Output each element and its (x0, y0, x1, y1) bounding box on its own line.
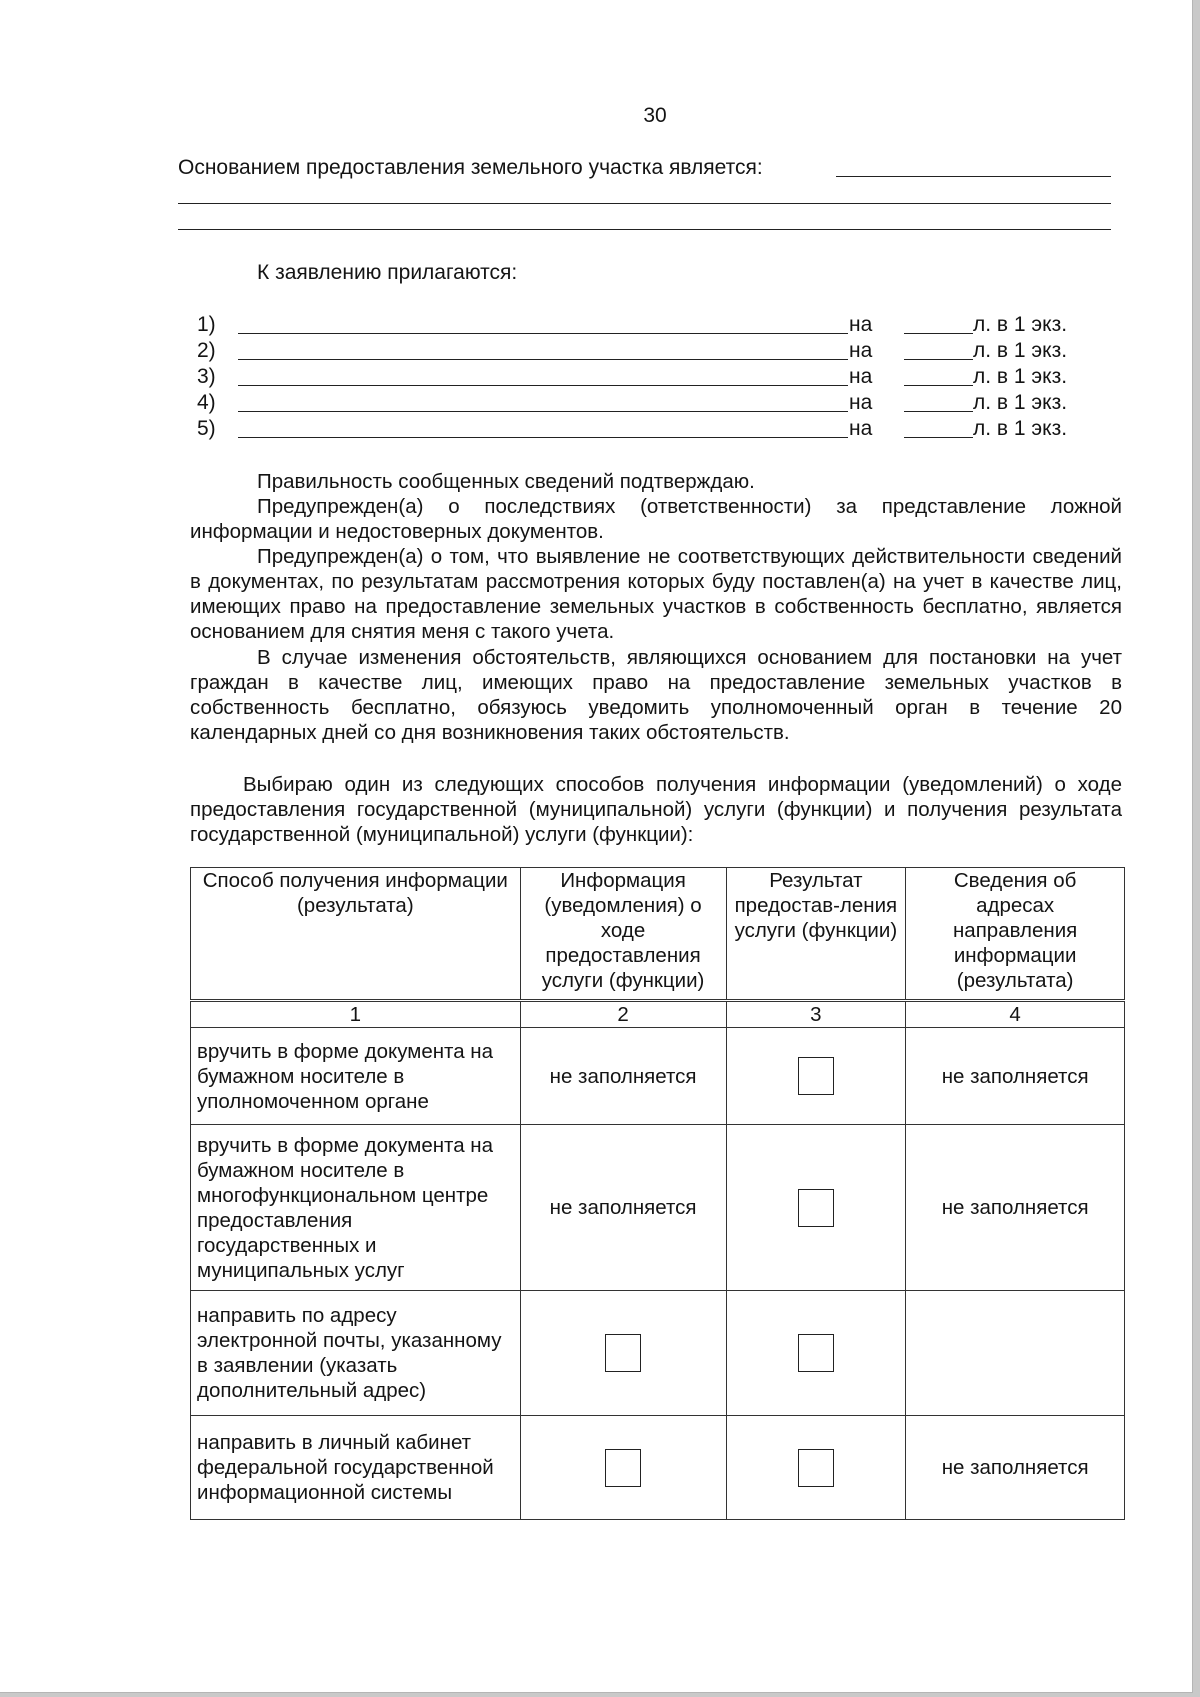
attachment-number: 1) (197, 313, 216, 336)
column-numbers-row (191, 1001, 1125, 1028)
address-cell: не заполняется (906, 1125, 1125, 1291)
basis-fill-line-2[interactable] (178, 203, 1111, 204)
address-cell: не заполняется (906, 1028, 1125, 1125)
attachment-sheets-line[interactable] (904, 333, 973, 334)
address-cell: не заполняется (906, 1416, 1125, 1520)
table-row (191, 1125, 1125, 1291)
attachment-copies-label: л. в 1 экз. (973, 391, 1068, 414)
info-cell: не заполняется (520, 1125, 726, 1291)
header-result: Результат предостав-ления услуги (функции) (726, 868, 906, 1001)
column-number: 3 (726, 1001, 906, 1028)
column-number: 4 (906, 1001, 1125, 1028)
attachment-number: 5) (197, 417, 216, 440)
attachment-na-label: на (849, 417, 873, 440)
basis-fill-line[interactable] (836, 176, 1111, 177)
attachment-number: 3) (197, 365, 216, 388)
choice-intro-paragraph: Выбираю один из следующих способов получения информации (уведомлений) о ходе предоставления государственной (муниципальной) услуги (функции) и получения результата государственной (муниципальной) услуги (функции): (190, 773, 1122, 846)
attachment-copies-label: л. в 1 экз. (973, 339, 1068, 362)
info-checkbox[interactable] (605, 1334, 641, 1372)
table-row (191, 1028, 1125, 1125)
info-checkbox[interactable] (605, 1449, 641, 1487)
attachment-row (0, 365, 1192, 391)
warning-deregistration-paragraph: Предупрежден(а) о том, что выявление не соответствующих действительности сведений в документах, по результатам рассмотрения которых буду поставлен(а) на учет в качестве лиц, имеющих право на предоставление земельных участков в собственность бесплатно, является основанием для снятия меня с такого учета. (190, 545, 1122, 643)
attachment-name-line[interactable] (238, 411, 848, 412)
method-cell: направить по адресу электронной почты, указанному в заявлении (указать дополнительный адрес) (191, 1291, 521, 1416)
confirmation-paragraph: Правильность сообщенных сведений подтверждаю. (257, 470, 755, 493)
result-cell (726, 1291, 906, 1416)
attachment-sheets-line[interactable] (904, 411, 973, 412)
attachment-number: 4) (197, 391, 216, 414)
result-cell (726, 1125, 906, 1291)
change-of-circumstances-paragraph: В случае изменения обстоятельств, являющихся основанием для постановки на учет граждан в качестве лиц, имеющих право на предоставление земельных участков в собственность бесплатно, обязуюсь уведомить уполномоченный орган в течение 20 календарных дней со дня возникновения таких обстоятельств. (190, 646, 1122, 744)
attachment-copies-label: л. в 1 экз. (973, 313, 1068, 336)
attachment-na-label: на (849, 365, 873, 388)
attachment-row (0, 313, 1192, 339)
attachment-na-label: на (849, 391, 873, 414)
column-number: 2 (520, 1001, 726, 1028)
attachment-copies-label: л. в 1 экз. (973, 365, 1068, 388)
attachment-row (0, 339, 1192, 365)
page-number: 30 (643, 104, 667, 127)
attachment-name-line[interactable] (238, 333, 848, 334)
result-cell (726, 1028, 906, 1125)
attachment-copies-label: л. в 1 экз. (973, 417, 1068, 440)
basis-label: Основанием предоставления земельного участка является: (178, 156, 763, 179)
attachment-sheets-line[interactable] (904, 385, 973, 386)
attachment-number: 2) (197, 339, 216, 362)
method-cell: вручить в форме документа на бумажном носителе в уполномоченном органе (191, 1028, 521, 1125)
info-cell (520, 1291, 726, 1416)
attachment-row (0, 391, 1192, 417)
attachment-name-line[interactable] (238, 437, 848, 438)
table-row (191, 1416, 1125, 1520)
attachment-na-label: на (849, 313, 873, 336)
result-checkbox[interactable] (798, 1189, 834, 1227)
table-header-row (191, 868, 1125, 1001)
basis-fill-line-3[interactable] (178, 229, 1111, 230)
delivery-methods-table (190, 867, 1125, 1520)
result-checkbox[interactable] (798, 1334, 834, 1372)
result-checkbox[interactable] (798, 1057, 834, 1095)
attachment-na-label: на (849, 339, 873, 362)
info-cell (520, 1416, 726, 1520)
info-cell: не заполняется (520, 1028, 726, 1125)
attachment-row (0, 417, 1192, 443)
attachments-title: К заявлению прилагаются: (257, 261, 518, 284)
result-cell (726, 1416, 906, 1520)
result-checkbox[interactable] (798, 1449, 834, 1487)
method-cell: направить в личный кабинет федеральной государственной информационной системы (191, 1416, 521, 1520)
attachment-name-line[interactable] (238, 385, 848, 386)
warning-false-info-paragraph: Предупрежден(а) о последствиях (ответственности) за представление ложной информации и недостоверных документов. (190, 495, 1122, 543)
header-info: Информация (уведомления) о ходе предоставления услуги (функции) (520, 868, 726, 1001)
table-row (191, 1291, 1125, 1416)
attachment-name-line[interactable] (238, 359, 848, 360)
attachment-sheets-line[interactable] (904, 359, 973, 360)
header-address: Сведения об адресах направления информации (результата) (906, 868, 1125, 1001)
header-method: Способ получения информации (результата) (191, 868, 521, 1001)
attachment-sheets-line[interactable] (904, 437, 973, 438)
address-input-cell[interactable] (906, 1291, 1125, 1416)
column-number: 1 (191, 1001, 521, 1028)
method-cell: вручить в форме документа на бумажном носителе в многофункциональном центре предоставления государственных и муниципальных услуг (191, 1125, 521, 1291)
